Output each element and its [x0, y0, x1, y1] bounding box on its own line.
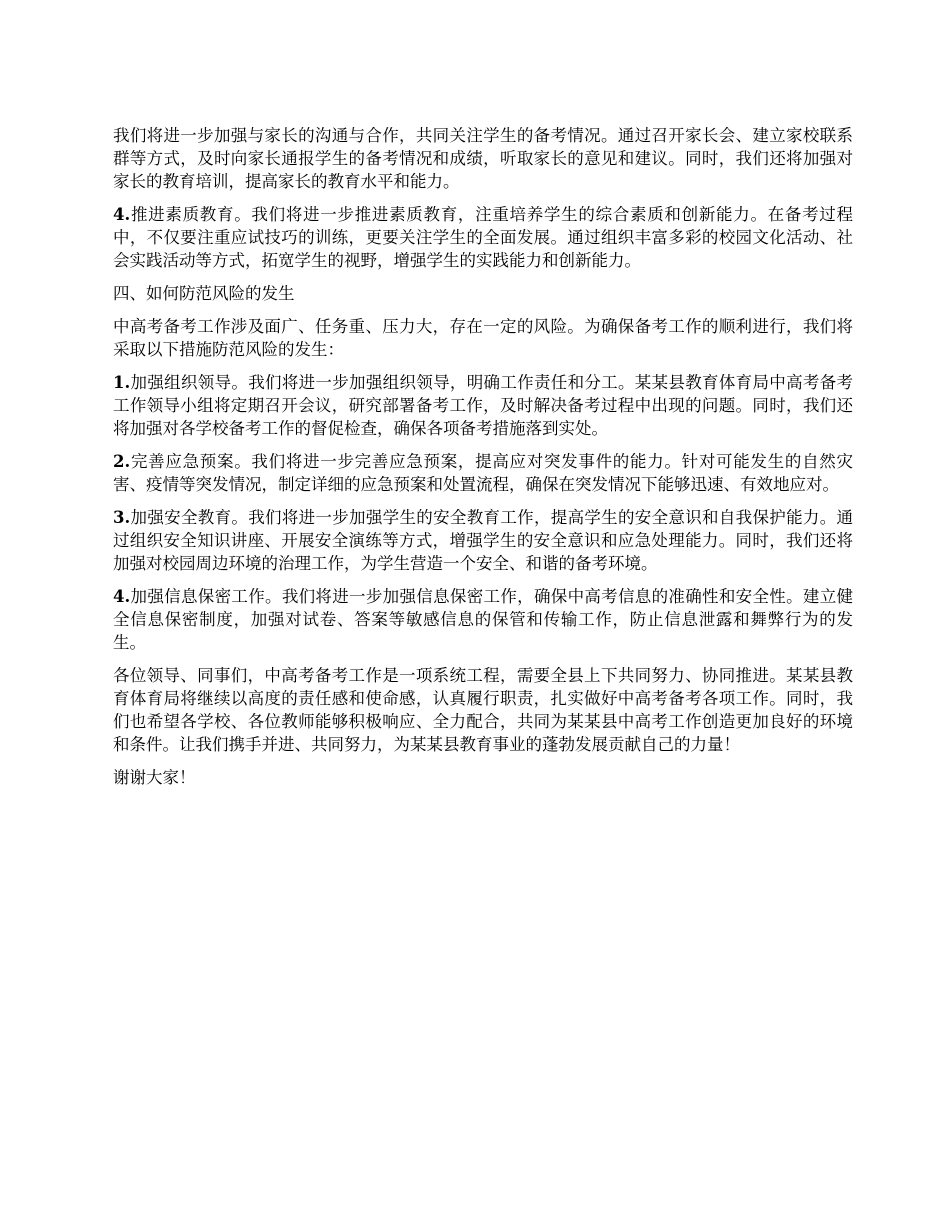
risk-item-confidentiality — [113, 585, 853, 654]
item-text: 推进素质教育。我们将进一步推进素质教育，注重培养学生的综合素质和创新能力。在备考过程中，不仅要注重应试技巧的训练，更要关注学生的全面发展。通过组织丰富多彩的校园文化活动、社会实践活动等方式，拓宽学生的视野，增强学生的实践能力和创新能力。 — [113, 205, 853, 270]
item-number: 1. — [113, 373, 131, 392]
document-page — [113, 124, 853, 799]
item-number: 4. — [113, 587, 131, 606]
item-text: 加强安全教育。我们将进一步加强学生的安全教育工作，提高学生的安全意识和自我保护能力。通过组织安全知识讲座、开展安全演练等方式，增强学生的安全意识和应急处理能力。同时，我们还将加强对校园周边环境的治理工作，为学生营造一个安全、和谐的备考环境。 — [113, 508, 853, 573]
risk-item-organization — [113, 371, 853, 440]
section-four-intro: 中高考备考工作涉及面广、任务重、压力大，存在一定的风险。为确保备考工作的顺利进行，我们将采取以下措施防范风险的发生： — [113, 317, 853, 359]
item-text: 加强信息保密工作。我们将进一步加强信息保密工作，确保中高考信息的准确性和安全性。建立健全信息保密制度，加强对试卷、答案等敏感信息的保管和传输工作，防止信息泄露和舞弊行为的发生。 — [113, 587, 853, 652]
section-four-heading: 四、如何防范风险的发生 — [113, 284, 295, 303]
risk-item-emergency-plan — [113, 450, 853, 496]
quality-education-item — [113, 203, 853, 272]
item-text: 加强组织领导。我们将进一步加强组织领导，明确工作责任和分工。某某县教育体育局中高考备考工作领导小组将定期召开会议，研究部署备考工作，及时解决备考过程中出现的问题。同时，我们还将加强对各学校备考工作的督促检查，确保各项备考措施落到实处。 — [113, 373, 853, 438]
item-number: 3. — [113, 508, 131, 527]
item-number: 4. — [113, 205, 131, 224]
risk-item-safety-education — [113, 506, 853, 575]
item-text: 完善应急预案。我们将进一步完善应急预案，提高应对突发事件的能力。针对可能发生的自然灾害、疫情等突发情况，制定详细的应急预案和处置流程，确保在突发情况下能够迅速、有效地应对。 — [113, 452, 853, 494]
intro-paragraph: 我们将进一步加强与家长的沟通与合作，共同关注学生的备考情况。通过召开家长会、建立家校联系群等方式，及时向家长通报学生的备考情况和成绩，听取家长的意见和建议。同时，我们还将加强对家长的教育培训，提高家长的教育水平和能力。 — [113, 126, 853, 191]
thanks-line: 谢谢大家！ — [113, 768, 196, 787]
item-number: 2. — [113, 452, 131, 471]
closing-paragraph: 各位领导、同事们，中高考备考工作是一项系统工程，需要全县上下共同努力、协同推进。某某县教育体育局将继续以高度的责任感和使命感，认真履行职责，扎实做好中高考备考各项工作。同时，我们也希望各学校、各位教师能够积极响应、全力配合，共同为某某县中高考工作创造更加良好的环境和条件。让我们携手并进、共同努力，为某某县教育事业的蓬勃发展贡献自己的力量！ — [113, 666, 853, 754]
